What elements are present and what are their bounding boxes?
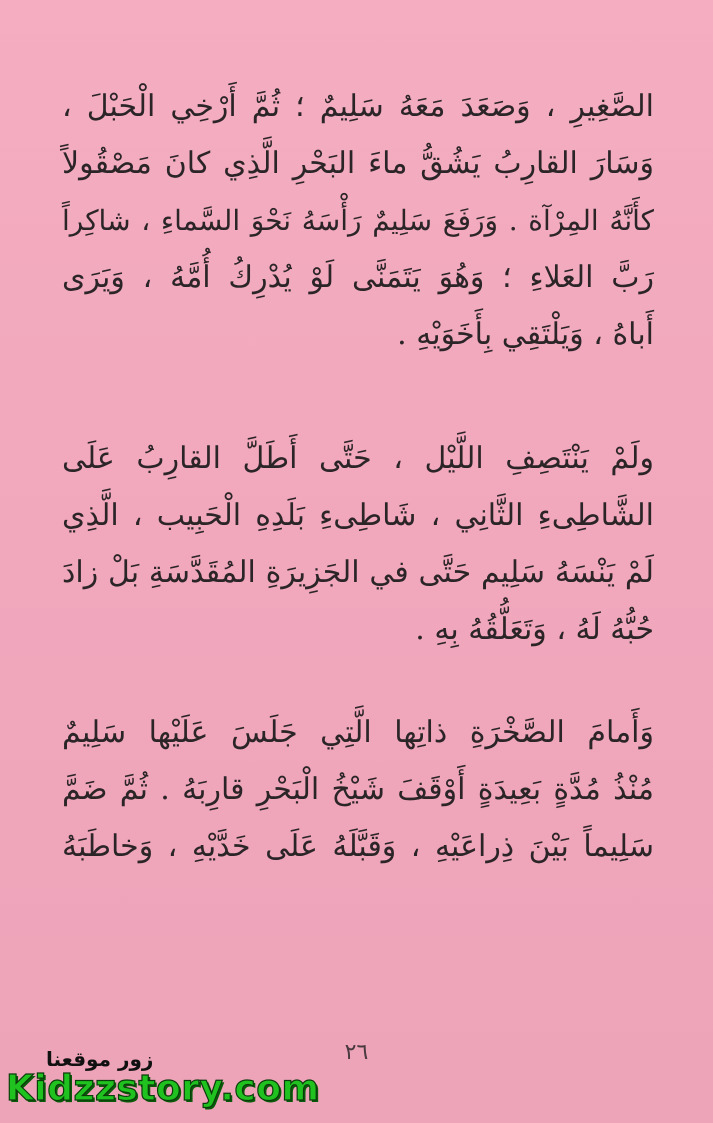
text-line: ولَمْ يَنْتَصِفِ اللَّيْل ، حَتَّى أَطَلَّ القارِبُ عَلَى (62, 441, 654, 476)
text-line: لَمْ يَنْسَهُ سَلِيم حَتَّى في الجَزِيرَةِ المُقَدَّسَةِ بَلْ زادَ (62, 555, 654, 590)
text-line: حُبُّهُ لَهُ ، وَتَعَلُّقُهُ بِهِ . (415, 612, 654, 647)
text-line: وَسَارَ القارِبُ يَشُقُّ ماءَ البَحْرِ الَّذِي كانَ مَصْقُولاً (62, 146, 654, 181)
watermark-logo[interactable]: Kidzzstory.com (6, 1068, 320, 1109)
text-line: رَبَّ العَلاءِ ؛ وَهُوَ يَتَمَنَّى لَوْ يُدْرِكُ أُمَّهُ ، وَيَرَى (62, 260, 654, 295)
text-line: مُنْذُ مُدَّةٍ بَعِيدَةٍ أَوْقَفَ شَيْخُ الْبَحْرِ قارِبَهُ . ثُمَّ ضَمَّ (62, 772, 654, 807)
paragraph-3 (62, 704, 654, 875)
text-line: كأَنَّهُ المِرْآة . وَرَفَعَ سَلِيمٌ رَأْسَهُ نَحْوَ السَّماءِ ، شاكِراً (62, 204, 654, 237)
paragraph-2 (62, 430, 654, 658)
paragraph-1 (62, 78, 654, 363)
text-line: وَأَمامَ الصَّخْرَةِ ذاتِها الَّتِي جَلَسَ عَلَيْها سَلِيمٌ (62, 715, 654, 750)
page-number: ٢٦ (344, 1040, 369, 1065)
text-line: أَباهُ ، وَيَلْتَقِي بِأَخَوَيْهِ . (397, 317, 654, 352)
text-line: الصَّغِيرِ ، وَصَعَدَ مَعَهُ سَلِيمٌ ؛ ثُمَّ أَرْخِي الْحَبْلَ ، (62, 89, 654, 124)
watermark-arabic-text: زور موقعنا (46, 1047, 154, 1071)
text-line: سَلِيماً بَيْنَ ذِراعَيْهِ ، وَقَبَّلَهُ عَلَى خَدَّيْهِ ، وَخاطَبَهُ (62, 829, 654, 864)
text-line: الشَّاطِىءِ الثَّانِي ، شَاطِىءِ بَلَدِهِ الْحَبِيب ، الَّذِي (62, 498, 654, 533)
